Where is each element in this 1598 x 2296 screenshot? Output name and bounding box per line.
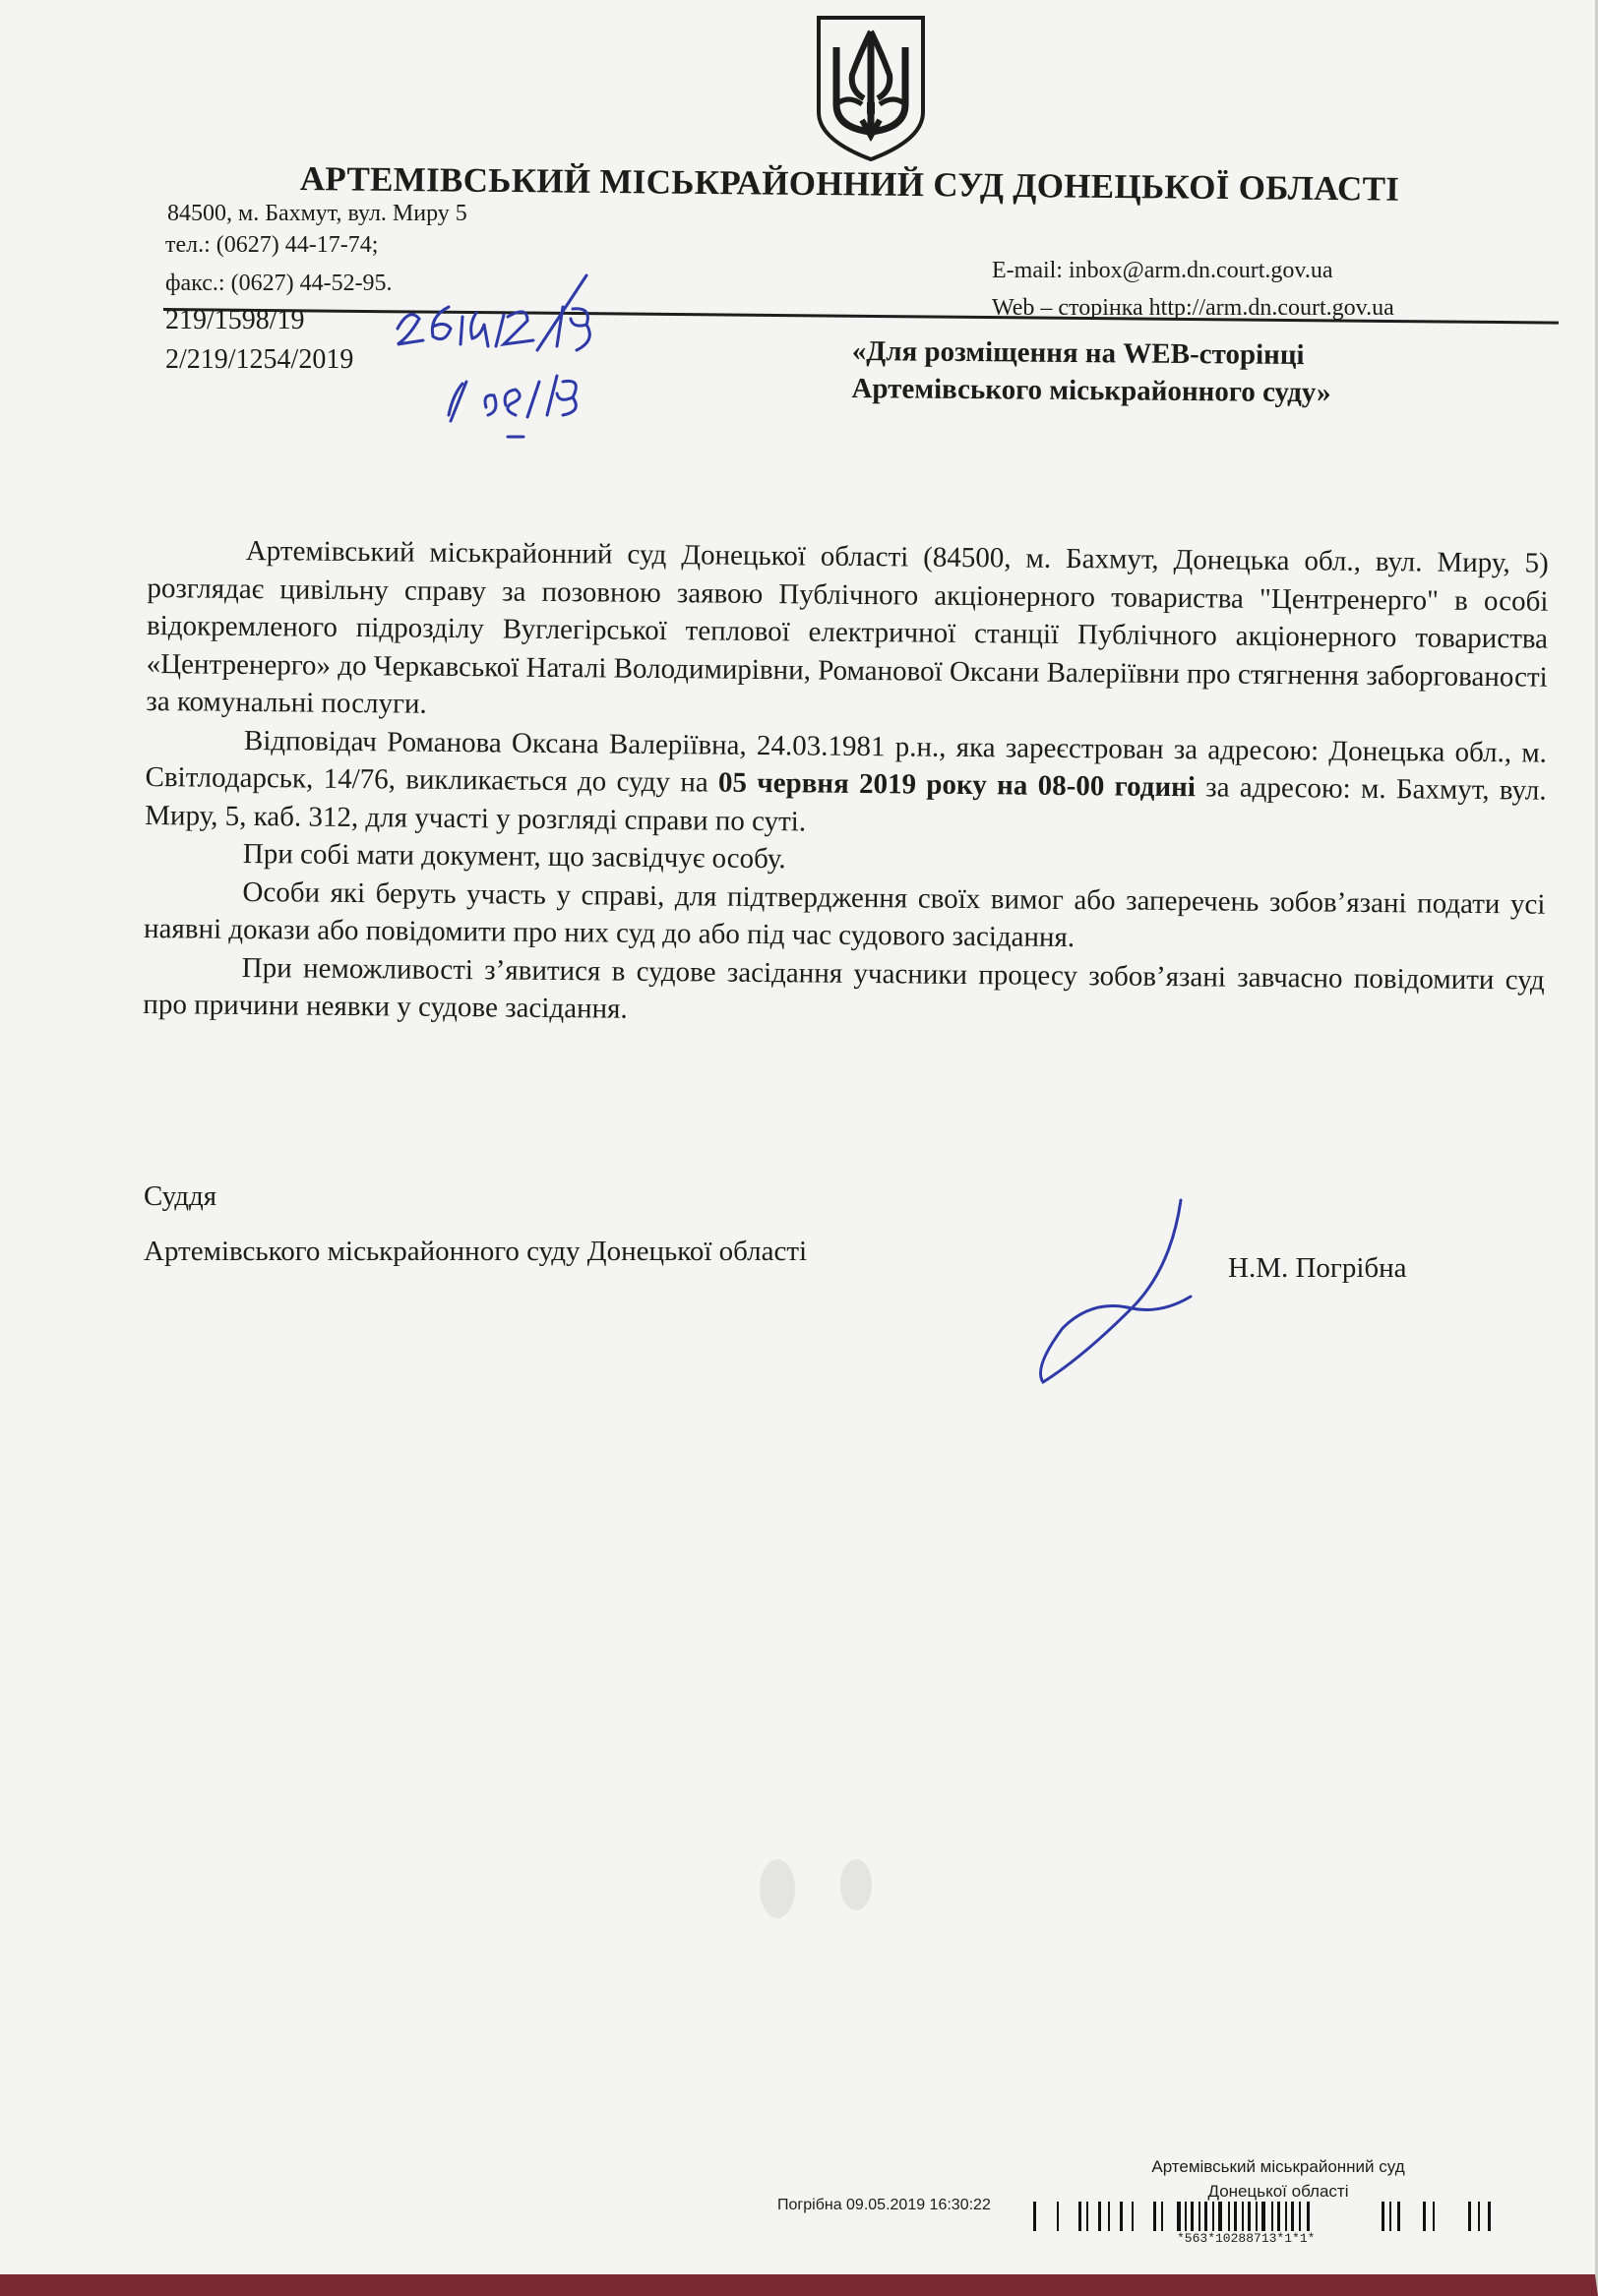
barcode-number: *563*10288713*1*1* — [1177, 2231, 1316, 2246]
judge-title: Суддя — [144, 1180, 217, 1212]
court-address: 84500, м. Бахмут, вул. Миру 5 — [167, 201, 467, 226]
evidence-paragraph: Особи які беруть участь у справі, для підтвердження своїх вимог або заперечень зобов’язані подати усі наявні докази або повідомити про них суд до або під час судового засідання. — [143, 876, 1546, 954]
judge-name: Н.М. Погрібна — [1228, 1252, 1407, 1284]
court-name-heading: АРТЕМІВСЬКИЙ МІСЬКРАЙОННИЙ СУД ДОНЕЦЬКОЇ ОБЛАСТІ — [299, 159, 1400, 209]
court-website: Web – сторінка http://arm.dn.court.gov.ua — [992, 295, 1394, 321]
case-number: 219/1598/19 — [165, 305, 305, 335]
court-email: E-mail: inbox@arm.dn.court.gov.ua — [992, 258, 1333, 283]
registry-stamp-line-2: Донецької області — [1207, 2182, 1349, 2201]
web-note-line-1: «Для розміщення на WEB-сторінці — [851, 334, 1305, 372]
smudge-mark — [728, 1849, 925, 1948]
hearing-datetime: 05 червня 2019 року на 08-00 годині — [717, 766, 1197, 804]
coat-of-arms-icon — [813, 14, 929, 163]
web-note-line-2: Артемівського міськрайонного суду» — [851, 372, 1331, 409]
registry-stamp-line-1: Артемівський міськрайонний суд — [1151, 2157, 1405, 2176]
absence-notice-paragraph: При неможливості з’явитися в судове засідання учасники процесу зобов’язані завчасно повідомити суд про причини неявки у судове засідання. — [143, 951, 1545, 1025]
web-publication-note — [851, 332, 1331, 411]
proceeding-number: 2/219/1254/2019 — [165, 344, 354, 375]
judge-signature — [1023, 1190, 1220, 1387]
summons-text-part-1: Відповідач Романова Оксана Валеріївна, 24.03.1981 р.н., яка зареєстрован за адресою: Донецька обл., м. Світлодарськ, 14/76, викликається до суду на — [145, 724, 1548, 799]
summons-paragraph — [145, 720, 1547, 847]
case-description-paragraph: Артемівський міськрайонний суд Донецької області (84500, м. Бахмут, Донецька обл., вул. Миру, 5) розглядає цивільну справу за позовною заявою Публічного акціонерного товариства "Центренерго" в особі відокремленого підрозділу Вуглегірської теплової електричної станції Публічного акціонерного товариства «Центренерго» до Черкавської Наталі Володимирівни, Романової Оксани Валеріївни про стягнення заборгованості за комунальні послуги. — [146, 534, 1549, 720]
judge-court: Артемівського міськрайонного суду Донецької області — [144, 1236, 808, 1267]
summons-body — [143, 531, 1549, 1037]
handwritten-registration-note — [390, 268, 685, 454]
registry-stamp-court — [1136, 2154, 1421, 2204]
registry-stamp-meta: Погрібна 09.05.2019 16:30:22 — [777, 2197, 991, 2213]
summons-text-part-2: за адресою: м. Бахмут, вул. Миру, 5, каб. 312, для участі у розгляді справи по суті. — [145, 771, 1547, 837]
id-document-paragraph: При собі мати документ, що засвідчує особу. — [242, 837, 786, 876]
court-phone: тел.: (0627) 44-17-74; — [165, 232, 379, 258]
court-fax: факс.: (0627) 44-52-95. — [165, 271, 393, 296]
